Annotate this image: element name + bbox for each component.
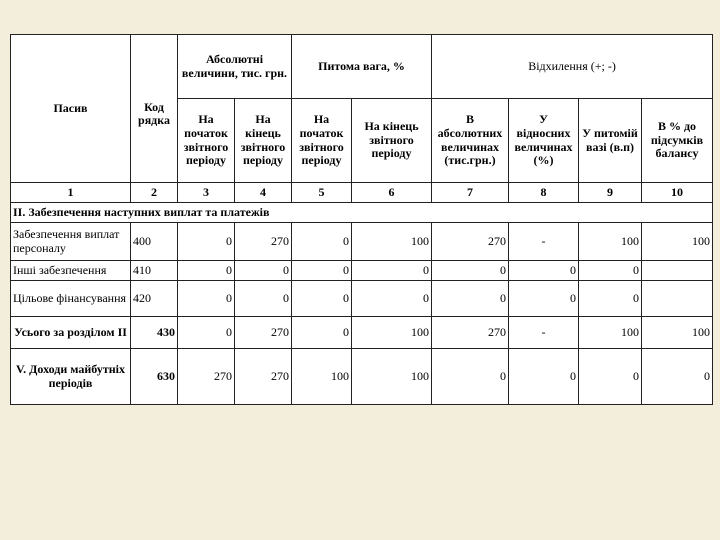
cell-c5: 0 [292, 317, 352, 349]
cell-c10 [642, 281, 713, 317]
header-code: Код рядка [131, 99, 178, 183]
header-spacer [131, 35, 178, 99]
cell-c10 [642, 261, 713, 281]
col-number-7: 7 [432, 183, 509, 203]
cell-c5: 0 [292, 281, 352, 317]
cell-c6: 0 [352, 281, 432, 317]
header-absolute-values: Абсолютні величини, тис. грн. [178, 35, 292, 99]
section-title: ІІ. Забезпечення наступних виплат та платежів [11, 203, 713, 223]
cell-c9: 100 [579, 223, 642, 261]
cell-c3: 0 [178, 317, 235, 349]
row-code: 410 [131, 261, 178, 281]
cell-c4: 270 [235, 349, 292, 405]
header-col9: У питомій вазі (в.п) [579, 99, 642, 183]
header-col3: На початок звітного періоду [178, 99, 235, 183]
cell-c9: 0 [579, 261, 642, 281]
cell-c7: 0 [432, 261, 509, 281]
row-name: Усього за розділом ІІ [11, 317, 131, 349]
cell-c4: 0 [235, 261, 292, 281]
col-number-4: 4 [235, 183, 292, 203]
header-col10: В % до підсумків балансу [642, 99, 713, 183]
cell-c10: 100 [642, 317, 713, 349]
cell-c4: 0 [235, 281, 292, 317]
cell-c7: 270 [432, 223, 509, 261]
header-col6: На кінець звітного періоду [352, 99, 432, 183]
row-code: 420 [131, 281, 178, 317]
table-row [11, 261, 713, 281]
cell-c6: 100 [352, 349, 432, 405]
cell-c5: 0 [292, 261, 352, 281]
cell-c4: 270 [235, 223, 292, 261]
row-code: 430 [131, 317, 178, 349]
cell-c6: 100 [352, 223, 432, 261]
cell-c4: 270 [235, 317, 292, 349]
col-number-3: 3 [178, 183, 235, 203]
row-name: V. Доходи майбутніх періодів [11, 349, 131, 405]
row-code: 630 [131, 349, 178, 405]
cell-c8: 0 [509, 281, 579, 317]
row-name: Забезпечення виплат персоналу [11, 223, 131, 261]
cell-c3: 0 [178, 281, 235, 317]
cell-c10: 100 [642, 223, 713, 261]
cell-c7: 270 [432, 317, 509, 349]
row-name: Інші забезпечення [11, 261, 131, 281]
header-specific-weight: Питома вага, % [292, 35, 432, 99]
col-number-8: 8 [509, 183, 579, 203]
header-col4: На кінець звітного періоду [235, 99, 292, 183]
cell-c10: 0 [642, 349, 713, 405]
cell-c5: 100 [292, 349, 352, 405]
cell-c9: 0 [579, 349, 642, 405]
table-row [11, 349, 713, 405]
table-row [11, 281, 713, 317]
header-deviation: Відхилення (+; -) [432, 35, 713, 99]
col-number-1: 1 [11, 183, 131, 203]
cell-c5: 0 [292, 223, 352, 261]
cell-c3: 270 [178, 349, 235, 405]
col-number-10: 10 [642, 183, 713, 203]
cell-c6: 100 [352, 317, 432, 349]
header-pasyv: Пасив [11, 35, 131, 183]
cell-c7: 0 [432, 349, 509, 405]
table-row [11, 223, 713, 261]
header-col7: В абсолютних величинах (тис.грн.) [432, 99, 509, 183]
header-col5: На початок звітного періоду [292, 99, 352, 183]
row-code: 400 [131, 223, 178, 261]
cell-c8: - [509, 317, 579, 349]
col-number-9: 9 [579, 183, 642, 203]
cell-c8: - [509, 223, 579, 261]
cell-c3: 0 [178, 261, 235, 281]
cell-c8: 0 [509, 349, 579, 405]
cell-c7: 0 [432, 281, 509, 317]
table-row [11, 317, 713, 349]
cell-c9: 100 [579, 317, 642, 349]
row-name: Цільове фінансування [11, 281, 131, 317]
col-number-2: 2 [131, 183, 178, 203]
cell-c9: 0 [579, 281, 642, 317]
cell-c3: 0 [178, 223, 235, 261]
balance-liabilities-table [10, 34, 713, 405]
cell-c8: 0 [509, 261, 579, 281]
cell-c6: 0 [352, 261, 432, 281]
col-number-6: 6 [352, 183, 432, 203]
header-col8: У відносних величинах (%) [509, 99, 579, 183]
col-number-5: 5 [292, 183, 352, 203]
